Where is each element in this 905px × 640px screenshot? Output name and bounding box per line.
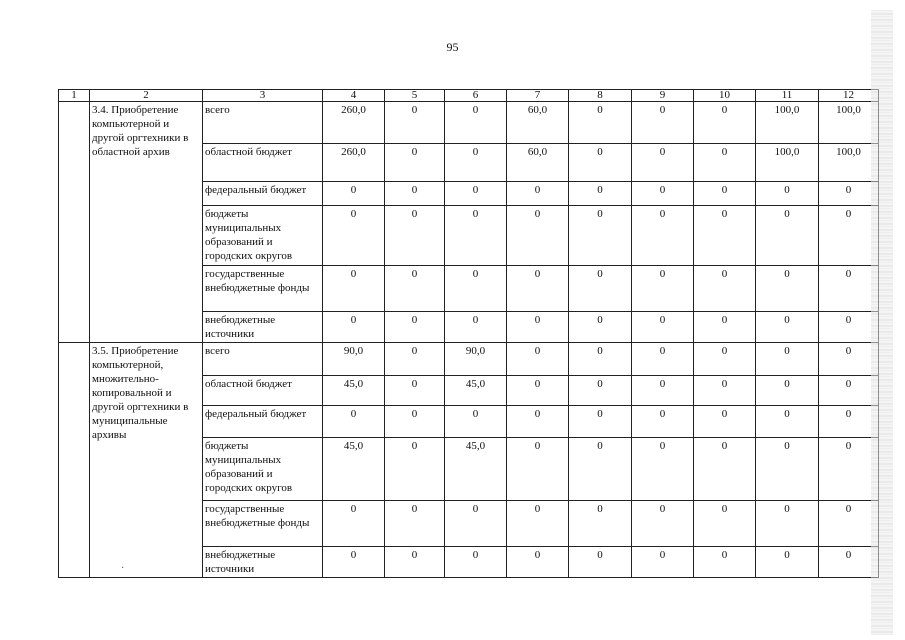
value-cell: 0 [632, 312, 694, 343]
value-cell: 0 [632, 438, 694, 501]
column-number-header: 10 [694, 90, 756, 102]
value-cell: 0 [323, 182, 385, 206]
value-cell: 0 [445, 144, 507, 182]
value-cell: 0 [507, 266, 569, 312]
table-row [59, 102, 879, 144]
value-cell: 0 [819, 312, 879, 343]
value-cell: 0 [756, 438, 819, 501]
value-cell: 0 [507, 182, 569, 206]
value-cell: 0 [569, 206, 632, 266]
value-cell: 0 [819, 438, 879, 501]
funding-source-cell: бюджеты муниципальных образований и городских округов [203, 438, 323, 501]
value-cell: 0 [385, 182, 445, 206]
value-cell: 90,0 [323, 343, 385, 376]
value-cell: 0 [507, 547, 569, 578]
value-cell: 0 [632, 547, 694, 578]
funding-source-cell: областной бюджет [203, 144, 323, 182]
funding-source-cell: федеральный бюджет [203, 182, 323, 206]
value-cell: 0 [569, 547, 632, 578]
value-cell: 0 [385, 438, 445, 501]
value-cell: 0 [445, 501, 507, 547]
value-cell: 0 [694, 438, 756, 501]
budget-table [58, 89, 879, 578]
value-cell: 0 [385, 343, 445, 376]
value-cell: 0 [632, 266, 694, 312]
column-number-header: 2 [90, 90, 203, 102]
funding-source-cell: областной бюджет [203, 376, 323, 406]
value-cell: 0 [632, 102, 694, 144]
value-cell: 0 [385, 102, 445, 144]
value-cell: 100,0 [756, 102, 819, 144]
value-cell: 0 [385, 406, 445, 438]
row-number-cell [59, 102, 90, 343]
column-number-header: 12 [819, 90, 879, 102]
value-cell: 0 [819, 182, 879, 206]
value-cell: 0 [323, 547, 385, 578]
value-cell: 0 [445, 182, 507, 206]
value-cell: 0 [569, 266, 632, 312]
value-cell: 45,0 [445, 376, 507, 406]
value-cell: 0 [756, 501, 819, 547]
funding-source-cell: государственные внебюджетные фонды [203, 266, 323, 312]
value-cell: 0 [385, 376, 445, 406]
value-cell: 0 [694, 343, 756, 376]
scan-dot: · [121, 563, 125, 574]
value-cell: 45,0 [445, 438, 507, 501]
measure-name-cell: 3.4. Приобретение компьютерной и другой оргтехники в областной архив [90, 102, 203, 343]
table-row [59, 343, 879, 376]
value-cell: 0 [694, 102, 756, 144]
value-cell: 0 [694, 501, 756, 547]
column-number-header: 5 [385, 90, 445, 102]
value-cell: 0 [569, 501, 632, 547]
value-cell: 0 [445, 206, 507, 266]
value-cell: 0 [445, 406, 507, 438]
value-cell: 0 [819, 501, 879, 547]
value-cell: 0 [632, 206, 694, 266]
funding-source-cell: федеральный бюджет [203, 406, 323, 438]
value-cell: 0 [507, 206, 569, 266]
value-cell: 0 [507, 312, 569, 343]
value-cell: 0 [756, 406, 819, 438]
funding-source-cell: государственные внебюджетные фонды [203, 501, 323, 547]
value-cell: 100,0 [819, 144, 879, 182]
value-cell: 0 [694, 547, 756, 578]
value-cell: 0 [385, 206, 445, 266]
value-cell: 0 [694, 376, 756, 406]
value-cell: 0 [756, 312, 819, 343]
value-cell: 0 [819, 266, 879, 312]
value-cell: 0 [385, 547, 445, 578]
value-cell: 0 [323, 206, 385, 266]
value-cell: 0 [507, 376, 569, 406]
column-number-header: 3 [203, 90, 323, 102]
column-number-header: 6 [445, 90, 507, 102]
column-number-header: 8 [569, 90, 632, 102]
funding-source-cell: внебюджетные источники [203, 312, 323, 343]
value-cell: 0 [819, 406, 879, 438]
value-cell: 0 [445, 266, 507, 312]
funding-source-cell: всего [203, 343, 323, 376]
value-cell: 0 [569, 182, 632, 206]
value-cell: 100,0 [756, 144, 819, 182]
measure-name-cell: 3.5. Приобретение компьютерной, множительно-копировальной и другой оргтехники в муниципальные архивы [90, 343, 203, 578]
value-cell: 0 [694, 406, 756, 438]
value-cell: 0 [385, 312, 445, 343]
value-cell: 260,0 [323, 144, 385, 182]
value-cell: 0 [756, 182, 819, 206]
value-cell: 0 [632, 501, 694, 547]
value-cell: 0 [507, 438, 569, 501]
funding-source-cell: внебюджетные источники [203, 547, 323, 578]
value-cell: 0 [632, 182, 694, 206]
value-cell: 0 [694, 266, 756, 312]
value-cell: 0 [819, 547, 879, 578]
value-cell: 45,0 [323, 438, 385, 501]
value-cell: 0 [445, 547, 507, 578]
column-number-header: 9 [632, 90, 694, 102]
value-cell: 0 [694, 206, 756, 266]
value-cell: 0 [694, 312, 756, 343]
value-cell: 0 [385, 501, 445, 547]
column-number-header: 1 [59, 90, 90, 102]
value-cell: 0 [385, 144, 445, 182]
value-cell: 0 [507, 501, 569, 547]
value-cell: 0 [569, 343, 632, 376]
scan-edge-artifact [871, 10, 893, 635]
value-cell: 0 [323, 266, 385, 312]
value-cell: 0 [756, 547, 819, 578]
value-cell: 260,0 [323, 102, 385, 144]
value-cell: 0 [632, 144, 694, 182]
value-cell: 0 [385, 266, 445, 312]
value-cell: 0 [632, 406, 694, 438]
value-cell: 0 [507, 343, 569, 376]
value-cell: 0 [569, 312, 632, 343]
row-number-cell [59, 343, 90, 578]
column-number-header: 7 [507, 90, 569, 102]
value-cell: 60,0 [507, 144, 569, 182]
funding-source-cell: всего [203, 102, 323, 144]
value-cell: 0 [819, 206, 879, 266]
value-cell: 0 [323, 406, 385, 438]
value-cell: 0 [756, 266, 819, 312]
value-cell: 0 [819, 376, 879, 406]
value-cell: 45,0 [323, 376, 385, 406]
column-number-header: 4 [323, 90, 385, 102]
value-cell: 0 [756, 343, 819, 376]
value-cell: 0 [694, 144, 756, 182]
value-cell: 0 [819, 343, 879, 376]
value-cell: 0 [694, 182, 756, 206]
value-cell: 0 [569, 144, 632, 182]
value-cell: 90,0 [445, 343, 507, 376]
value-cell: 0 [756, 376, 819, 406]
value-cell: 0 [756, 206, 819, 266]
value-cell: 0 [507, 406, 569, 438]
value-cell: 0 [323, 501, 385, 547]
header-row [59, 90, 879, 102]
value-cell: 0 [632, 343, 694, 376]
column-number-header: 11 [756, 90, 819, 102]
page-number: 95 [446, 40, 459, 54]
value-cell: 0 [445, 312, 507, 343]
value-cell: 0 [569, 406, 632, 438]
value-cell: 0 [632, 376, 694, 406]
value-cell: 100,0 [819, 102, 879, 144]
value-cell: 0 [323, 312, 385, 343]
value-cell: 60,0 [507, 102, 569, 144]
value-cell: 0 [569, 376, 632, 406]
value-cell: 0 [569, 438, 632, 501]
value-cell: 0 [445, 102, 507, 144]
value-cell: 0 [569, 102, 632, 144]
funding-source-cell: бюджеты муниципальных образований и городских округов [203, 206, 323, 266]
